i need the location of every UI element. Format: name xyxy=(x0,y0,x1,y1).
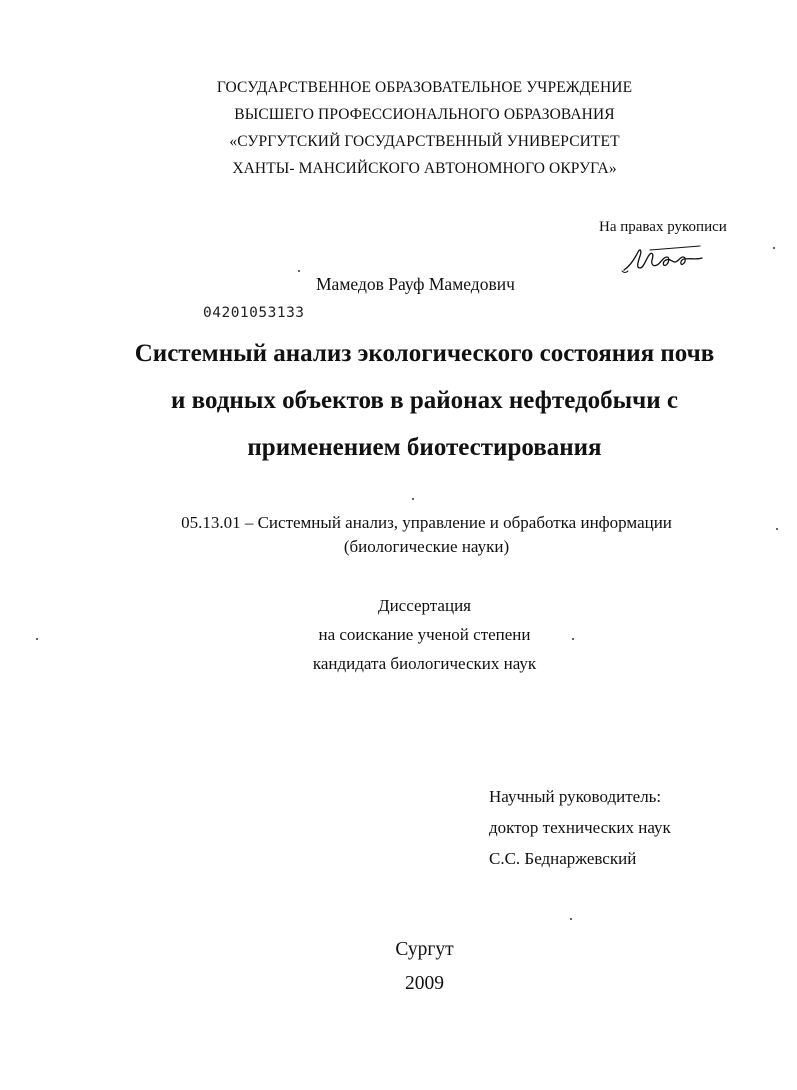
city-year xyxy=(0,933,797,1001)
scan-speck xyxy=(776,528,778,530)
scan-speck xyxy=(572,638,574,640)
degree-line: Диссертация xyxy=(377,596,471,615)
institution-line: ВЫСШЕГО ПРОФЕССИОНАЛЬНОГО ОБРАЗОВАНИЯ xyxy=(234,106,615,123)
title-line: и водных объектов в районах нефтедобычи с xyxy=(171,387,678,414)
title-line: применением биотестирования xyxy=(247,434,602,461)
title-line: Системный анализ экологического состояния почв xyxy=(134,340,715,367)
degree-line: кандидата биологических наук xyxy=(312,654,537,673)
advisor-block xyxy=(489,781,671,874)
institution-line: ХАНТЫ- МАНСИЙСКОГО АВТОНОМНОГО ОКРУГА» xyxy=(232,160,617,177)
scan-speck xyxy=(412,498,414,500)
advisor-line: С.С. Беднаржевский xyxy=(489,849,637,868)
author-name: Мамедов Рауф Мамедович xyxy=(316,274,515,294)
year: 2009 xyxy=(405,973,444,994)
specialty-line: 05.13.01 – Системный анализ, управление и обработка информации xyxy=(181,513,672,532)
specialty xyxy=(0,511,797,559)
city: Сургут xyxy=(395,939,454,960)
institution-header xyxy=(0,74,797,182)
dissertation-title xyxy=(0,330,797,471)
registration-number: 04201053133 xyxy=(203,305,305,321)
manuscript-note: На правах рукописи xyxy=(599,219,727,235)
institution-line: «СУРГУТСКИЙ ГОСУДАРСТВЕННЫЙ УНИВЕРСИТЕТ xyxy=(229,133,620,150)
advisor-line: Научный руководитель: xyxy=(489,787,662,806)
advisor-line: доктор технических наук xyxy=(489,818,671,837)
specialty-line: (биологические науки) xyxy=(343,537,510,556)
institution-line: ГОСУДАРСТВЕННОЕ ОБРАЗОВАТЕЛЬНОЕ УЧРЕЖДЕНИЕ xyxy=(216,79,633,96)
scan-speck xyxy=(570,918,572,920)
degree-line: на соискание ученой степени xyxy=(318,625,531,644)
scan-speck xyxy=(298,270,300,272)
degree-block xyxy=(0,591,797,678)
signature-icon xyxy=(620,240,706,276)
scan-speck xyxy=(773,247,775,249)
scan-speck xyxy=(36,638,38,640)
